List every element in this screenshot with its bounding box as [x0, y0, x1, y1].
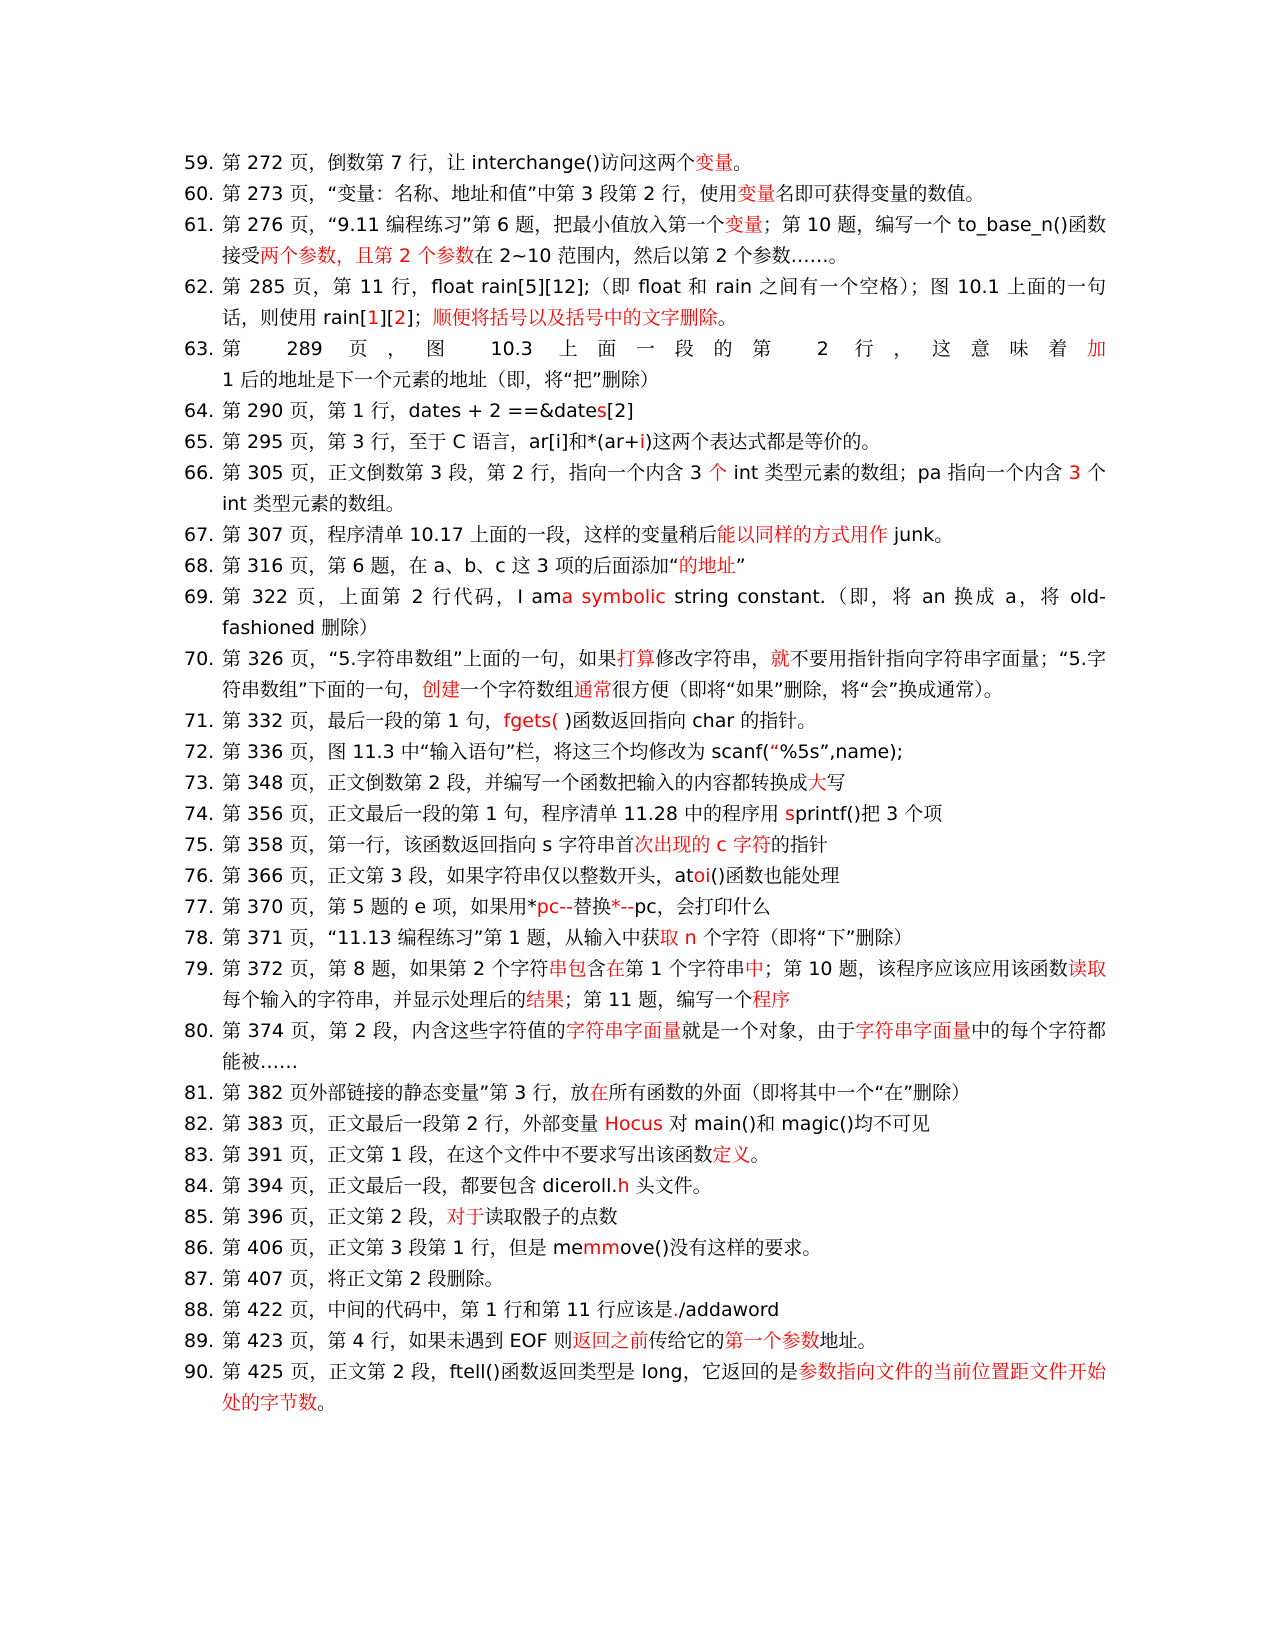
- correction-highlight: fgets(: [503, 710, 559, 732]
- item-text: [222, 1109, 1106, 1140]
- item-number: 63.: [184, 338, 215, 360]
- item-number: 67.: [184, 524, 215, 546]
- item-text: [222, 272, 1106, 334]
- item-number: 78.: [184, 927, 215, 949]
- text-segment: 所有函数的外面（即将其中一个“在”删除）: [608, 1082, 971, 1104]
- correction-highlight: 在: [589, 1082, 609, 1104]
- item-number: 71.: [184, 710, 215, 732]
- item-text: [222, 520, 1106, 551]
- text-segment: ；第 10 题，编写一个 to_base_n()函数接受: [222, 214, 1107, 267]
- correction-highlight: 个: [708, 462, 728, 484]
- item-number: 81.: [184, 1082, 215, 1104]
- text-segment: pc，会打印什么: [634, 896, 771, 918]
- errata-list: [184, 148, 1106, 1419]
- errata-item: [184, 1171, 1106, 1202]
- text-segment: 第 290 页，第 1 行，dates + 2 ==&date: [222, 400, 597, 422]
- text-segment: 第 391 页，正文第 1 段，在这个文件中不要求写出该函数: [222, 1144, 713, 1166]
- correction-highlight: 字符串字面量: [565, 1020, 682, 1042]
- errata-item: [184, 148, 1106, 179]
- item-number: 79.: [184, 958, 215, 980]
- text-segment: 个字符（即将“下”删除）: [696, 927, 913, 949]
- errata-item: [184, 458, 1106, 520]
- item-number: 65.: [184, 431, 215, 453]
- text-segment: 读取骰子的点数: [484, 1206, 618, 1228]
- item-number: 90.: [184, 1361, 215, 1383]
- correction-highlight: 在: [605, 958, 625, 980]
- correction-highlight: Hocus: [604, 1113, 663, 1135]
- text-segment: 。: [717, 307, 737, 329]
- correction-highlight: 中: [744, 958, 764, 980]
- correction-highlight: h: [617, 1175, 630, 1197]
- text-segment: 的指针: [770, 834, 828, 856]
- text-segment: 一个字符数组: [459, 679, 574, 701]
- item-text: [222, 644, 1106, 706]
- text-segment: 第 371 页，“11.13 编程练习”第 1 题，从输入中获: [222, 927, 660, 949]
- correction-highlight: .: [672, 1299, 679, 1321]
- text-segment: 对 main()和 magic()均不可见: [662, 1113, 931, 1135]
- text-segment: ；第 10 题，该程序应该应用该函数: [763, 958, 1068, 980]
- correction-highlight: 1: [367, 307, 380, 329]
- item-text: [222, 334, 1106, 396]
- item-number: 88.: [184, 1299, 215, 1321]
- text-segment: 第 366 页，正文第 3 段，如果字符串仅以整数开头，at: [222, 865, 694, 887]
- errata-item: [184, 768, 1106, 799]
- text-segment: 第 358 页，第一行，该函数返回指向 s 字符串首: [222, 834, 635, 856]
- text-segment: junk。: [887, 524, 954, 546]
- errata-item: [184, 551, 1106, 582]
- text-segment: ][: [379, 307, 395, 329]
- correction-highlight: 定义: [712, 1144, 751, 1166]
- correction-highlight: 第一个参数: [724, 1330, 820, 1352]
- errata-item: [184, 892, 1106, 923]
- text-segment: 第 276 页，“9.11 编程练习”第 6 题，把最小值放入第一个: [222, 214, 725, 236]
- text-segment: 第 407 页，将正文第 2 段删除。: [222, 1268, 504, 1290]
- item-number: 76.: [184, 865, 215, 887]
- text-segment: 第 273 页，“变量：名称、地址和值”中第 3 段第 2 行，使用: [222, 183, 738, 205]
- correction-highlight: 取 n: [659, 927, 697, 949]
- item-number: 59.: [184, 152, 215, 174]
- text-segment: 写: [826, 772, 846, 794]
- item-number: 74.: [184, 803, 215, 825]
- item-text: [222, 768, 1106, 799]
- correction-highlight: 3: [1068, 462, 1081, 484]
- item-text: [222, 1140, 1106, 1171]
- text-segment: 1 后的地址是下一个元素的地址（即，将“把”删除）: [222, 369, 659, 391]
- text-segment: 名即可获得变量的数值。: [775, 183, 985, 205]
- errata-item: [184, 582, 1106, 644]
- errata-item: [184, 1326, 1106, 1357]
- text-segment: 第 322 页，上面第 2 行代码，I am: [222, 586, 562, 608]
- item-text: [222, 551, 1106, 582]
- text-segment: 第 356 页，正文最后一段的第 1 句，程序清单 11.28 中的程序用: [222, 803, 786, 825]
- text-segment: 传给它的: [648, 1330, 725, 1352]
- item-number: 89.: [184, 1330, 215, 1352]
- text-segment: ()函数也能处理: [710, 865, 840, 887]
- text-segment: 第 348 页，正文倒数第 2 段，并编写一个函数把输入的内容都转换成: [222, 772, 808, 794]
- item-text: [222, 1326, 1106, 1357]
- text-segment: 第 326 页，“5.字符串数组”上面的一句，如果: [222, 648, 617, 670]
- errata-item: [184, 1357, 1106, 1419]
- errata-item: [184, 1078, 1106, 1109]
- item-text: [222, 1171, 1106, 1202]
- correction-highlight: a symbolic: [561, 586, 666, 608]
- item-text: [222, 179, 1106, 210]
- errata-item: [184, 644, 1106, 706]
- correction-highlight: 返回之前: [572, 1330, 649, 1352]
- item-text: [222, 1357, 1106, 1419]
- item-number: 60.: [184, 183, 215, 205]
- errata-item: [184, 923, 1106, 954]
- item-text: [222, 706, 1106, 737]
- item-text: [222, 427, 1106, 458]
- text-segment: 。: [733, 152, 753, 174]
- text-segment: 第 383 页，正文最后一段第 2 行，外部变量: [222, 1113, 605, 1135]
- text-segment: 第 422 页，中间的代码中，第 1 行和第 11 行应该是: [222, 1299, 673, 1321]
- text-segment: 中的每个字符都能被……: [222, 1020, 1106, 1073]
- item-text: [222, 458, 1106, 520]
- text-segment: 。: [317, 1392, 337, 1414]
- correction-highlight: 变量: [695, 152, 734, 174]
- item-number: 64.: [184, 400, 215, 422]
- item-text: [222, 1078, 1106, 1109]
- text-segment: 第 295 页，第 3 行，至于 C 语言，ar[i]和*(ar+: [222, 431, 640, 453]
- correction-highlight: 加: [1086, 338, 1106, 360]
- text-segment: 第 374 页，第 2 段，内含这些字符值的: [222, 1020, 566, 1042]
- text-segment: ove()没有这样的要求。: [619, 1237, 822, 1259]
- text-segment: 第 406 页，正文第 3 段第 1 行，但是 me: [222, 1237, 583, 1259]
- text-segment: ；第 11 题，编写一个: [564, 989, 753, 1011]
- text-segment: )这两个表达式都是等价的。: [645, 431, 881, 453]
- errata-item: [184, 1140, 1106, 1171]
- text-segment: 第 425 页，正文第 2 段，ftell()函数返回类型是 long，它返回的是: [222, 1361, 799, 1383]
- text-segment: 每个输入的字符串，并显示处理后的: [222, 989, 527, 1011]
- text-segment: 第 336 页，图 11.3 中“输入语句”栏，将这三个均修改为 scanf(: [222, 741, 770, 763]
- text-segment: 第 423 页，第 4 行，如果未遇到 EOF 则: [222, 1330, 573, 1352]
- correction-highlight: 通常: [573, 679, 612, 701]
- item-number: 69.: [184, 586, 215, 608]
- errata-item: [184, 427, 1106, 458]
- correction-highlight: 程序: [752, 989, 791, 1011]
- item-number: 66.: [184, 462, 215, 484]
- text-segment: 不要用指针指向字符串字面量；“5.字符串数组”下面的一句，: [222, 648, 1106, 701]
- text-segment: 很方便（即将“如果”删除，将“会”换成通常）。: [611, 679, 1003, 701]
- errata-item: [184, 520, 1106, 551]
- correction-highlight: 大: [807, 772, 827, 794]
- correction-highlight: 两个参数，且第 2 个参数: [260, 245, 475, 267]
- errata-item: [184, 1233, 1106, 1264]
- item-number: 68.: [184, 555, 215, 577]
- item-number: 84.: [184, 1175, 215, 1197]
- item-text: [222, 210, 1106, 272]
- item-text: [222, 1264, 1106, 1295]
- text-segment: 第 332 页，最后一段的第 1 句，: [222, 710, 504, 732]
- correction-highlight: 结果: [526, 989, 565, 1011]
- item-text: [222, 148, 1106, 179]
- errata-item: [184, 396, 1106, 427]
- correction-highlight: 对于: [446, 1206, 485, 1228]
- errata-item: [184, 1016, 1106, 1078]
- text-segment: 第 370 页，第 5 题的 e 项，如果用*: [222, 896, 537, 918]
- errata-item: [184, 179, 1106, 210]
- correction-highlight: 的地址: [678, 555, 736, 577]
- item-text: [222, 892, 1106, 923]
- text-segment: 第 396 页，正文第 2 段，: [222, 1206, 447, 1228]
- text-segment: int 类型元素的数组；pa 指向一个内含: [727, 462, 1069, 484]
- text-segment: [2]: [606, 400, 634, 422]
- text-segment: 第 289 页，图 10.3 上面一段的第 2 行，这意味着: [222, 338, 1087, 360]
- correction-highlight: 读取: [1067, 958, 1106, 980]
- errata-item: [184, 799, 1106, 830]
- item-number: 62.: [184, 276, 215, 298]
- item-number: 73.: [184, 772, 215, 794]
- text-segment: 第 1 个字符串: [624, 958, 745, 980]
- text-segment: 含: [586, 958, 606, 980]
- correction-highlight: 创建: [421, 679, 460, 701]
- text-segment: 在 2~10 范围内，然后以第 2 个参数……。: [474, 245, 848, 267]
- errata-item: [184, 737, 1106, 768]
- item-number: 83.: [184, 1144, 215, 1166]
- item-text: [222, 830, 1106, 861]
- item-text: [222, 582, 1106, 644]
- correction-highlight: s: [596, 400, 607, 422]
- correction-highlight: 就: [770, 648, 790, 670]
- item-number: 86.: [184, 1237, 215, 1259]
- text-segment: 修改字符串，: [655, 648, 771, 670]
- item-text: [222, 1016, 1106, 1078]
- errata-item: [184, 830, 1106, 861]
- item-text: [222, 396, 1106, 427]
- item-text: [222, 1295, 1106, 1326]
- text-segment: ]；: [406, 307, 433, 329]
- correction-highlight: mm: [582, 1237, 620, 1259]
- text-segment: string constant.（即，将 an 换成 a，将 old-fashioned 删除）: [222, 586, 1106, 639]
- item-number: 80.: [184, 1020, 215, 1042]
- correction-highlight: 变量: [724, 214, 763, 236]
- errata-item: [184, 1295, 1106, 1326]
- text-segment: 就是一个对象，由于: [681, 1020, 856, 1042]
- errata-item: [184, 861, 1106, 892]
- item-number: 75.: [184, 834, 215, 856]
- item-text: [222, 923, 1106, 954]
- text-segment: 第 272 页，倒数第 7 行，让 interchange()访问这两个: [222, 152, 696, 174]
- errata-item: [184, 1109, 1106, 1140]
- errata-item: [184, 706, 1106, 737]
- text-segment: 头文件。: [629, 1175, 712, 1197]
- text-segment: 第 285 页，第 11 行，float rain[5][12];（即 float 和 rain 之间有一个空格）；图 10.1 上面的一句话，则使用 rain[: [222, 276, 1106, 329]
- text-segment: 第 307 页，程序清单 10.17 上面的一段，这样的变量稍后: [222, 524, 717, 546]
- item-number: 70.: [184, 648, 215, 670]
- correction-highlight: “: [769, 741, 780, 763]
- correction-highlight: *--: [611, 896, 635, 918]
- item-text: [222, 799, 1106, 830]
- text-segment: printf()把 3 个项: [794, 803, 943, 825]
- text-segment: 第 305 页，正文倒数第 3 段，第 2 行，指向一个内含 3: [222, 462, 709, 484]
- correction-highlight: i: [639, 431, 645, 453]
- item-text: [222, 1202, 1106, 1233]
- correction-highlight: 变量: [737, 183, 776, 205]
- item-number: 82.: [184, 1113, 215, 1135]
- correction-highlight: pc--: [536, 896, 573, 918]
- text-segment: 第 394 页，正文最后一段，都要包含 diceroll.: [222, 1175, 618, 1197]
- errata-item: [184, 272, 1106, 334]
- text-segment: 第 382 页外部链接的静态变量”第 3 行，放: [222, 1082, 590, 1104]
- item-text: [222, 737, 1106, 768]
- errata-item: [184, 954, 1106, 1016]
- correction-highlight: 字符串字面量: [855, 1020, 972, 1042]
- item-number: 77.: [184, 896, 215, 918]
- correction-highlight: 顺便将括号以及括号中的文字删除: [432, 307, 718, 329]
- correction-highlight: oi: [693, 865, 711, 887]
- correction-highlight: 2: [394, 307, 407, 329]
- errata-item: [184, 334, 1106, 396]
- item-number: 87.: [184, 1268, 215, 1290]
- correction-highlight: 打算: [616, 648, 656, 670]
- item-number: 61.: [184, 214, 215, 236]
- item-text: [222, 1233, 1106, 1264]
- correction-highlight: s: [785, 803, 795, 825]
- item-text: [222, 861, 1106, 892]
- item-number: 72.: [184, 741, 215, 763]
- errata-item: [184, 1202, 1106, 1233]
- text-segment: 第 372 页，第 8 题，如果第 2 个字符: [222, 958, 549, 980]
- correction-highlight: 参数指向文件的当前位置距文件开始处的字节数: [222, 1361, 1106, 1414]
- text-segment: 地址。: [819, 1330, 877, 1352]
- text-segment: 第 316 页，第 6 题，在 a、b、c 这 3 项的后面添加“: [222, 555, 679, 577]
- errata-item: [184, 210, 1106, 272]
- correction-highlight: 次出现的 c 字符: [634, 834, 771, 856]
- text-segment: 替换: [573, 896, 612, 918]
- text-segment: %5s”,name);: [779, 741, 904, 763]
- text-segment: )函数返回指向 char 的指针。: [558, 710, 817, 732]
- correction-highlight: 串包: [548, 958, 587, 980]
- text-segment: 。: [750, 1144, 770, 1166]
- text-segment: ”: [735, 555, 746, 577]
- text-segment: /addaword: [678, 1299, 780, 1321]
- text-segment: 个 int 类型元素的数组。: [222, 462, 1106, 515]
- correction-highlight: 能以同样的方式用作: [716, 524, 888, 546]
- item-text: [222, 954, 1106, 1016]
- item-number: 85.: [184, 1206, 215, 1228]
- errata-item: [184, 1264, 1106, 1295]
